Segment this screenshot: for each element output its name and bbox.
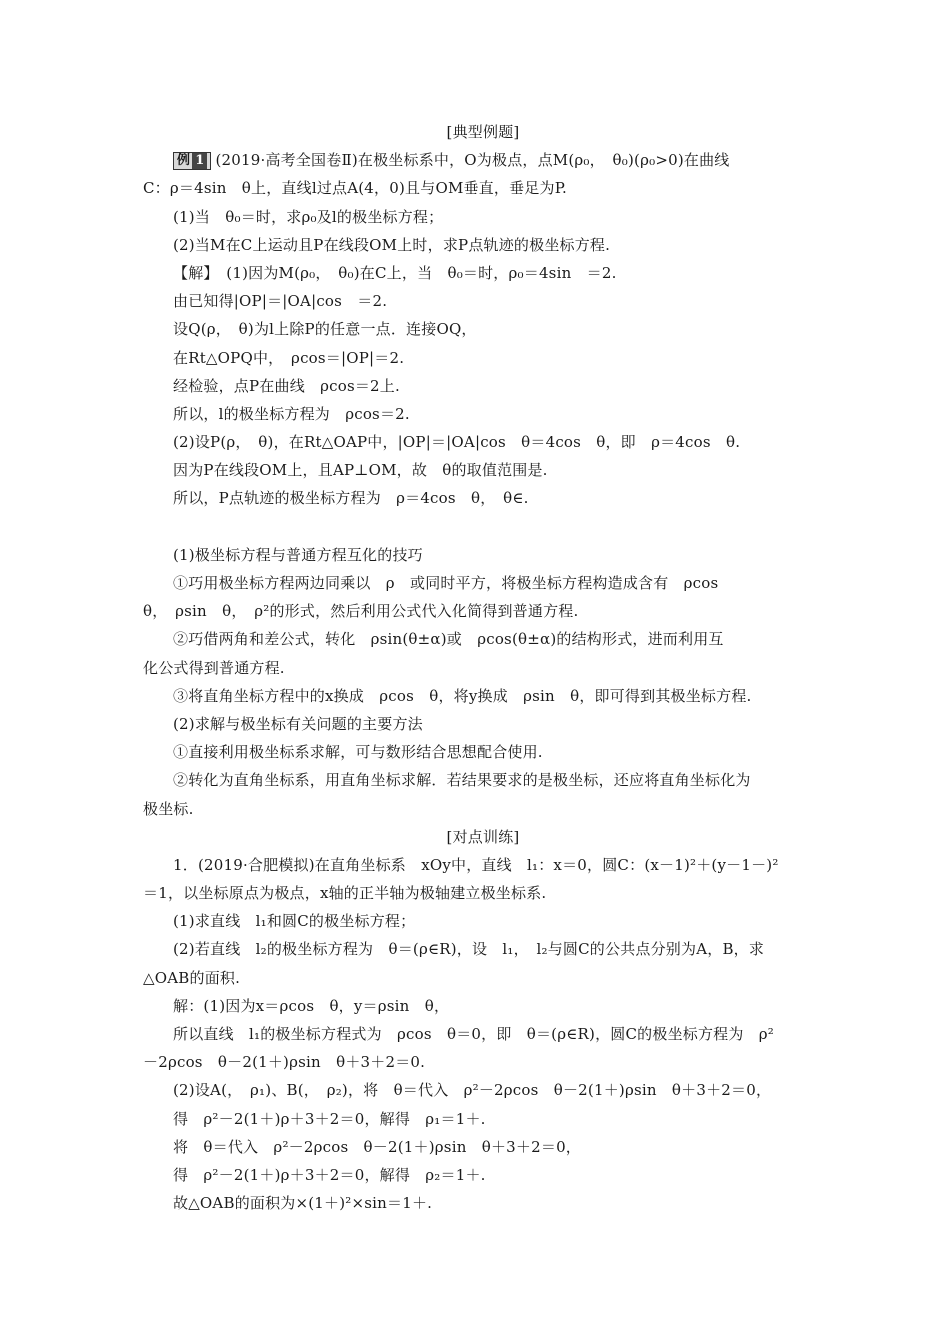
exercise-solution-line: 将 θ＝代入 ρ²－2ρcos θ－2(1＋)ρsin θ＋3＋2＝0， [173,1137,582,1156]
document-content [143,118,823,1217]
exercise-solution-line: 所以直线 l₁的极坐标方程式为 ρcos θ＝0，即 θ＝(ρ∈R)，圆C的极坐标方程为 ρ² [173,1025,774,1043]
example-question-1: (1)当 θ₀＝时，求ρ₀及l的极坐标方程； [173,207,444,226]
method-text: 极坐标. [143,799,194,818]
exercise-solution-line: 解：(1)因为x＝ρcos θ，y＝ρsin θ， [173,996,450,1015]
exercise-line: 1．(2019·合肥模拟)在直角坐标系 xOy中，直线 l₁：x＝0，圆C：(x－1)²＋(y－1－)² [173,855,779,874]
solution-line: 在Rt△OPQ中， ρcos＝|OP|＝2. [173,348,405,367]
section-title-training: [对点训练] [446,827,520,846]
example-1-line-2: C：ρ＝4sin θ上，直线l过点A(4，0)且与OM垂直，垂足为P. [143,179,567,198]
example-text: (2019·高考全国卷Ⅱ)在极坐标系中，O为极点，点M(ρ₀， θ₀)(ρ₀>0)在曲线 [215,151,730,170]
solution-line: (2)设P(ρ， θ)，在Rt△OAP中，|OP|＝|OA|cos θ＝4cos θ，即 ρ＝4cos θ. [173,433,741,452]
example-badge-number: 1 [192,153,207,169]
example-badge-label: 例 [177,153,191,169]
exercise-solution-line: 故△OAB的面积为×(1＋)²×sin＝1＋. [173,1194,433,1213]
method-text: ③将直角坐标方程中的x换成 ρcos θ，将y换成 ρsin θ，即可得到其极坐标方程. [173,686,752,705]
method-heading-2: (2)求解与极坐标有关问题的主要方法 [173,714,423,733]
solution-line: 所以，l的极坐标方程为 ρcos＝2. [173,404,410,423]
method-heading-1: (1)极坐标方程与普通方程互化的技巧 [173,545,423,564]
exercise-solution-line: 得 ρ²－2(1＋)ρ＋3＋2＝0，解得 ρ₂＝1＋. [173,1165,486,1184]
method-text: ①直接利用极坐标系求解，可与数形结合思想配合使用. [173,743,543,762]
exercise-line: △OAB的面积. [143,968,241,987]
solution-line: 因为P在线段OM上，且AP⊥OM，故 θ的取值范围是. [173,461,548,480]
method-text: ②巧借两角和差公式，转化 ρsin(θ±α)或 ρcos(θ±α)的结构形式，进而利用互 [173,630,724,649]
solution-line: 【解】 (1)因为M(ρ₀， θ₀)在C上，当 θ₀＝时，ρ₀＝4sin ＝2. [173,263,617,282]
method-text: ①巧用极坐标方程两边同乘以 ρ 或同时平方，将极坐标方程构造成含有 ρcos [173,574,719,592]
solution-line: 由已知得|OP|＝|OA|cos ＝2. [173,292,388,311]
example-badge [173,152,211,170]
example-1-line-1 [143,146,823,174]
exercise-solution-line: －2ρcos θ－2(1＋)ρsin θ＋3＋2＝0. [143,1053,426,1072]
example-question-2: (2)当M在C上运动且P在线段OM上时，求P点轨迹的极坐标方程. [173,235,611,254]
exercise-solution-line: (2)设A(， ρ₁)、B(， ρ₂)，将 θ＝代入 ρ²－2ρcos θ－2(1＋)ρsin θ＋3＋2＝0， [173,1081,772,1100]
method-text: 化公式得到普通方程. [143,658,285,677]
method-text: θ， ρsin θ， ρ²的形式，然后利用公式代入化简得到普通方程. [143,602,579,621]
solution-line: 所以，P点轨迹的极坐标方程为 ρ＝4cos θ， θ∈. [173,489,529,508]
exercise-question-2: (2)若直线 l₂的极坐标方程为 θ＝(ρ∈R)，设 l₁， l₂与圆C的公共点分别为A，B，求 [173,940,765,959]
exercise-question-1: (1)求直线 l₁和圆C的极坐标方程； [173,912,416,931]
method-text: ②转化为直角坐标系，用直角坐标求解．若结果要求的是极坐标，还应将直角坐标化为 [173,771,751,790]
solution-line: 经检验，点P在曲线 ρcos＝2上. [173,376,400,395]
exercise-solution-line: 得 ρ²－2(1＋)ρ＋3＋2＝0，解得 ρ₁＝1＋. [173,1109,486,1128]
solution-line: 设Q(ρ， θ)为l上除P的任意一点．连接OQ， [173,320,477,339]
blank-gap [143,513,823,541]
section-title-typical-examples: [典型例题] [446,123,520,141]
exercise-line: ＝1，以坐标原点为极点，x轴的正半轴为极轴建立极坐标系. [143,884,547,903]
